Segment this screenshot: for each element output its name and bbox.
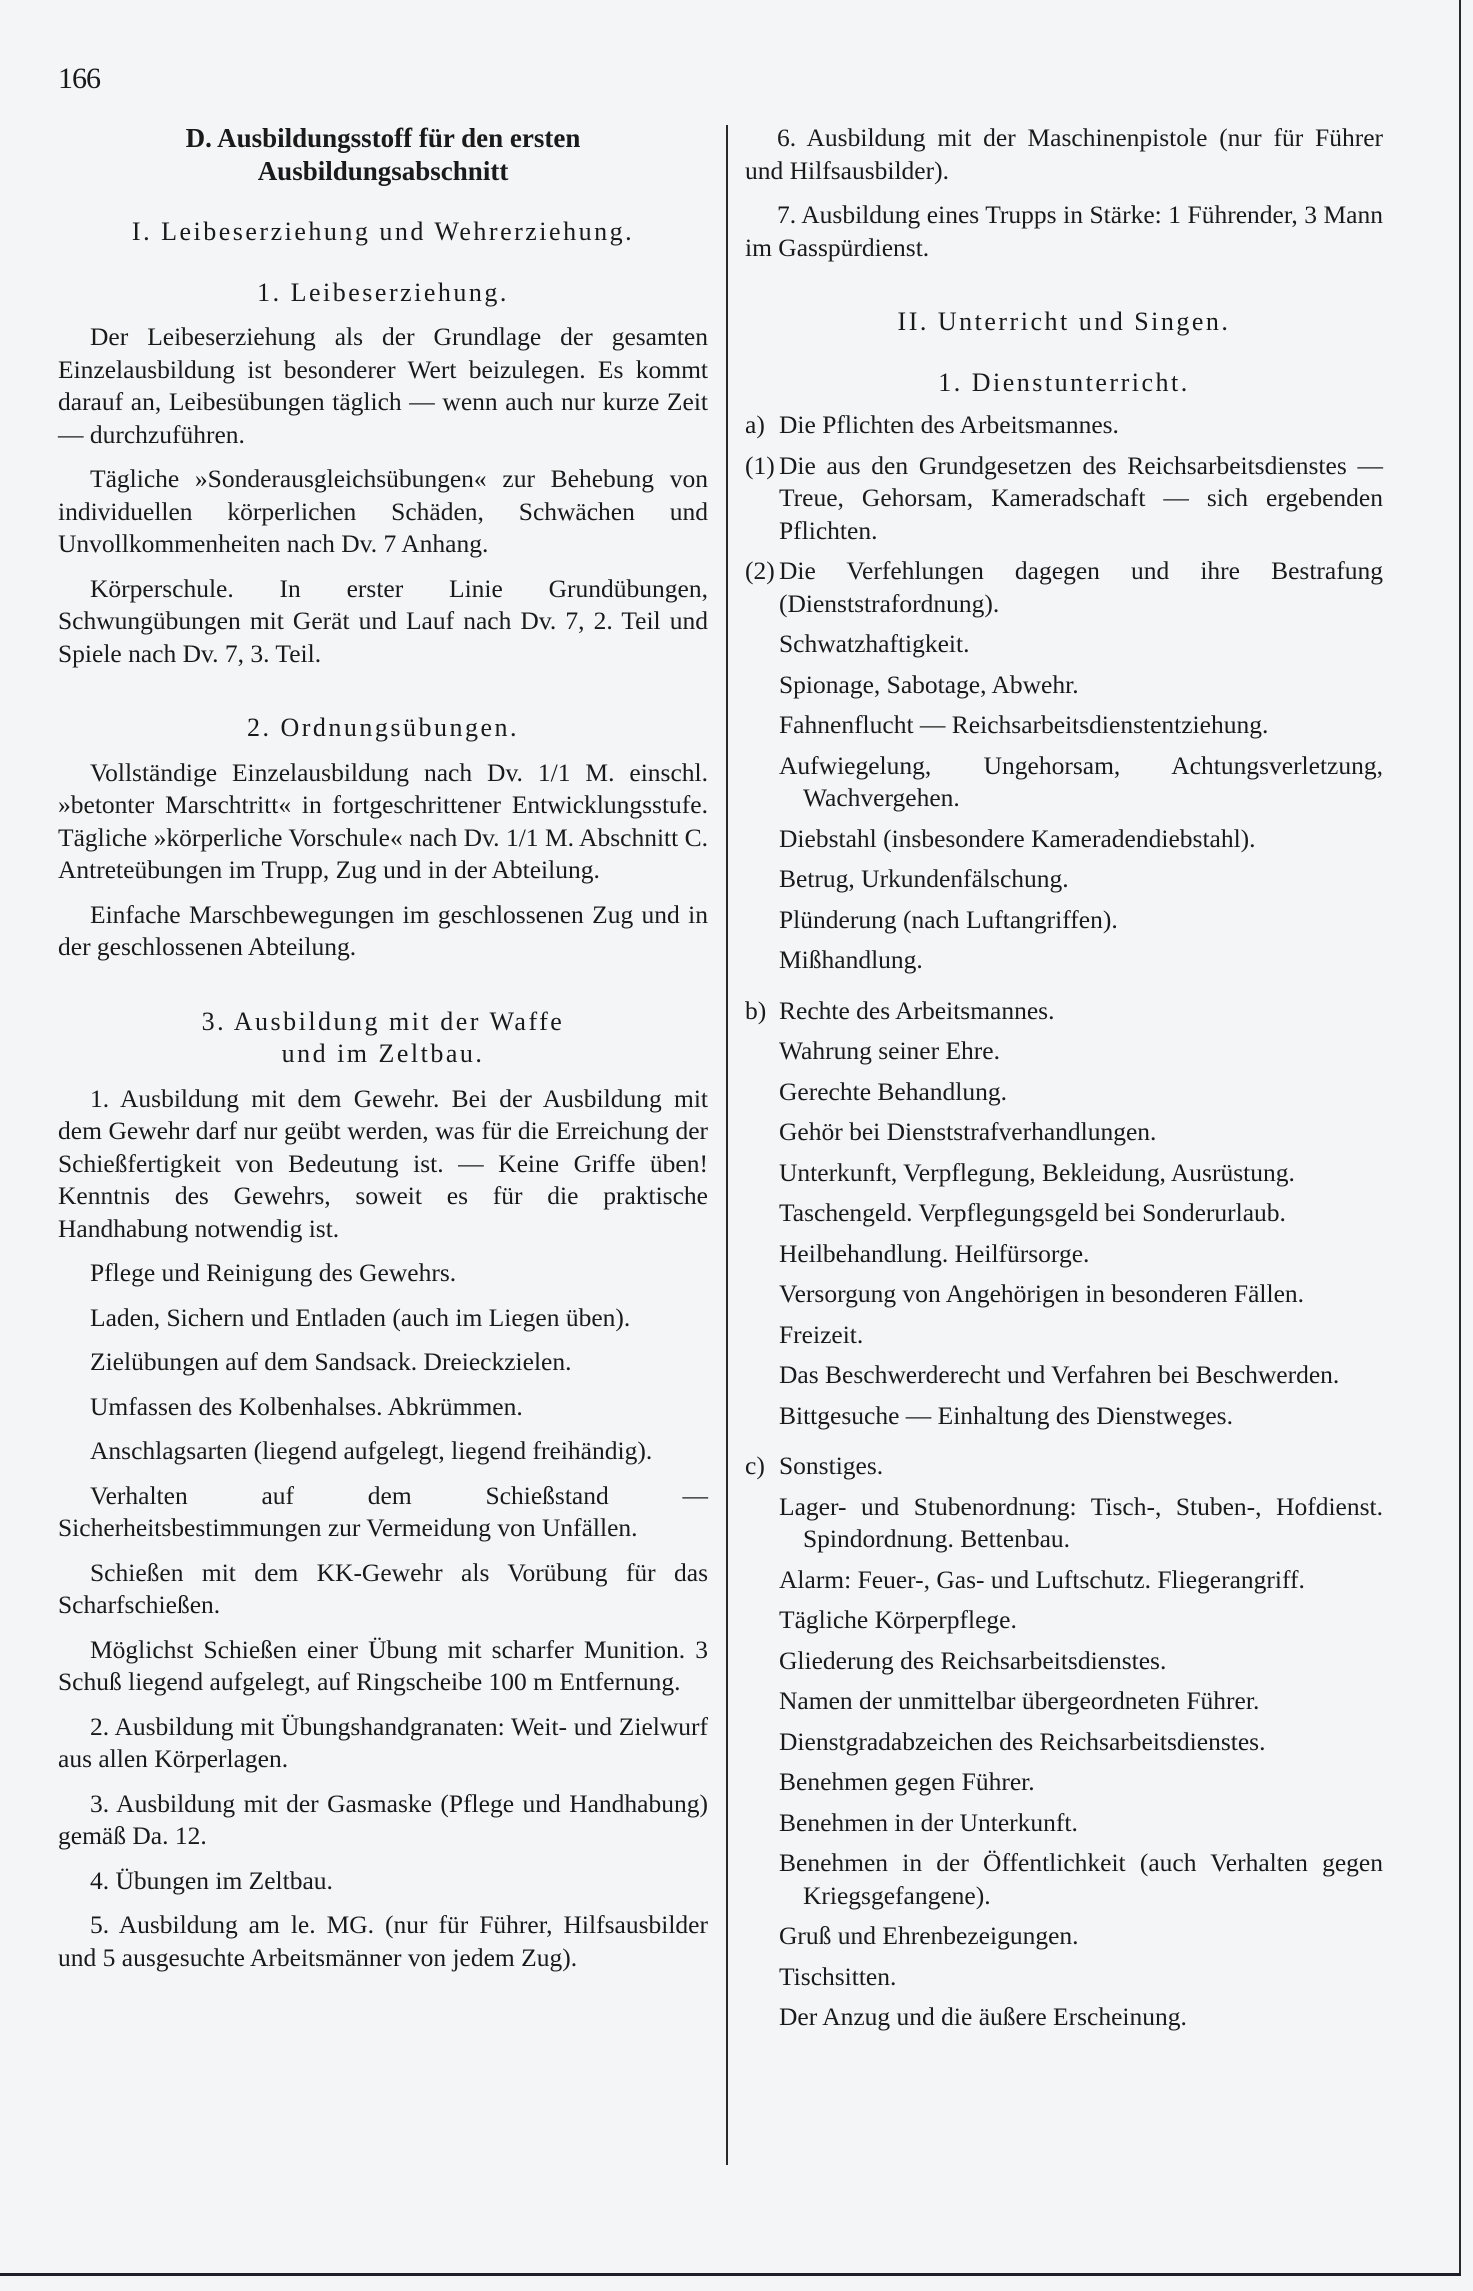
paragraph: Einfache Marschbewegungen im geschlossenen Zug und in der geschlossenen Abteilung.: [58, 899, 708, 961]
list-item: Der Anzug und die äußere Erscheinung.: [779, 2002, 1187, 2031]
subsection-heading-dienstunterricht: 1. Dienstunterricht.: [938, 367, 1190, 397]
list-section-title: Sonstiges.: [779, 1451, 884, 1480]
subsection-heading-ordnungsuebungen: 2. Ordnungsübungen.: [246, 713, 520, 742]
list-section-title: Die Pflichten des Arbeitsmannes.: [779, 410, 1119, 439]
paragraph: Körperschule. In erster Linie Grundübungen, Schwungübungen mit Gerät und Lauf nach Dv. 7, 2. Teil und Spiele nach Dv. 7, 3. Teil.: [58, 573, 708, 668]
paragraph: 7. Ausbildung eines Trupps in Stärke: 1 Führender, 3 Mann im Gasspürdienst.: [745, 200, 1383, 262]
list-section-title: Rechte des Arbeitsmannes.: [779, 995, 1055, 1025]
column-divider: [726, 125, 728, 2165]
page-frame-right: [1459, 0, 1461, 2275]
paragraph: Vollständige Einzelausbildung nach Dv. 1/1 M. einschl. »betonter Marschtritt« in fortgeschrittener Entwicklungsstufe. Tägliche »körperliche Vorschule« nach Dv. 1/1 M. Abschnitt C. Antreteübungen im Trupp, Zug und in der Abteilung.: [58, 757, 708, 884]
list-section-c: [745, 1450, 1383, 1483]
paragraph: Möglichst Schießen einer Übung mit scharfer Munition. 3 Schuß liegend aufgelegt, auf Ringscheibe 100 m Entfernung.: [58, 1634, 708, 1696]
subsection-heading-waffe-line1: 3. Ausbildung mit der Waffe: [201, 1006, 565, 1036]
chapter-title-line1: D. Ausbildungsstoff für den ersten: [185, 123, 581, 153]
list-item: Tischsitten.: [779, 1961, 897, 1991]
list-item: [745, 555, 1383, 620]
subsection-heading-leibeserziehung: 1. Leibeserziehung.: [257, 277, 509, 307]
paragraph: Der Leibeserziehung als der Grundlage der gesamten Einzelausbildung ist besonderer Wert beizulegen. Es kommt darauf an, Leibesübungen täglich — wenn auch nur kurze Zeit — durchzuführen.: [58, 322, 708, 449]
list-item: Gerechte Behandlung.: [779, 1076, 1007, 1106]
list-item: Namen der unmittelbar übergeordneten Führer.: [779, 1686, 1260, 1715]
list-item: Benehmen in der Unterkunft.: [779, 1807, 1078, 1837]
list-item: Mißhandlung.: [779, 945, 923, 974]
paragraph: Anschlagsarten (liegend aufgelegt, liegend freihändig).: [90, 1436, 653, 1465]
list-item: Gruß und Ehrenbezeigungen.: [779, 1921, 1079, 1950]
list-item: Benehmen gegen Führer.: [779, 1767, 1035, 1796]
page-frame-bottom: [0, 2273, 1461, 2276]
list-label: (2): [745, 556, 775, 585]
list-item: Tägliche Körperpflege.: [779, 1605, 1017, 1634]
list-label: a): [745, 410, 765, 439]
list-item: [745, 450, 1383, 548]
paragraph: 4. Übungen im Zeltbau.: [90, 1865, 333, 1895]
paragraph: Laden, Sichern und Entladen (auch im Liegen üben).: [90, 1302, 631, 1332]
list-item: Gliederung des Reichsarbeitsdienstes.: [779, 1645, 1167, 1675]
subsection-heading-waffe-line2: und im Zeltbau.: [281, 1039, 485, 1068]
list-item: Gehör bei Dienststrafverhandlungen.: [779, 1117, 1157, 1146]
list-item: Schwatzhaftigkeit.: [779, 629, 970, 658]
list-item: Benehmen in der Öffentlichkeit (auch Verhalten gegen Kriegsgefangene).: [779, 1848, 1383, 1910]
list-item: Alarm: Feuer-, Gas- und Luftschutz. Fliegerangriff.: [779, 1564, 1305, 1594]
section-heading-1: I. Leibeserziehung und Wehrerziehung.: [131, 217, 635, 246]
list-item: Heilbehandlung. Heilfürsorge.: [779, 1238, 1090, 1268]
paragraph: Verhalten auf dem Schießstand — Sicherheitsbestimmungen zur Vermeidung von Unfällen.: [58, 1480, 708, 1542]
list-item: Das Beschwerderecht und Verfahren bei Beschwerden.: [779, 1360, 1340, 1389]
list-item: Dienstgradabzeichen des Reichsarbeitsdienstes.: [779, 1726, 1266, 1756]
list-label: (1): [745, 450, 775, 480]
list-item: Lager- und Stubenordnung: Tisch-, Stuben-, Hofdienst. Spindordnung. Bettenbau.: [779, 1491, 1383, 1553]
list-item: Aufwiegelung, Ungehorsam, Achtungsverletzung, Wachvergehen.: [779, 750, 1383, 812]
paragraph: 1. Ausbildung mit dem Gewehr. Bei der Ausbildung mit dem Gewehr darf nur geübt werden, was für die Erreichung der Schießfertigkeit von Bedeutung ist. — Keine Griffe üben! Kenntnis des Gewehrs, soweit es für die praktische Handhabung notwendig ist.: [58, 1083, 708, 1243]
paragraph: 3. Ausbildung mit der Gasmaske (Pflege und Handhabung) gemäß Da. 12.: [58, 1788, 708, 1850]
paragraph: Zielübungen auf dem Sandsack. Dreieckzielen.: [90, 1347, 572, 1376]
page-number: 166: [58, 62, 100, 95]
list-item-text: Die aus den Grundgesetzen des Reichsarbeitsdienstes — Treue, Gehorsam, Kameradschaft — sich ergebenden Pflichten.: [779, 450, 1383, 545]
list-item: Unterkunft, Verpflegung, Bekleidung, Ausrüstung.: [779, 1157, 1295, 1187]
list-item: Diebstahl (insbesondere Kameradendiebstahl).: [779, 823, 1256, 853]
paragraph: Pflege und Reinigung des Gewehrs.: [90, 1258, 457, 1287]
right-column: [745, 122, 1383, 2034]
section-heading-2: II. Unterricht und Singen.: [897, 307, 1231, 336]
list-item: Taschengeld. Verpflegungsgeld bei Sonderurlaub.: [779, 1198, 1286, 1227]
paragraph: 2. Ausbildung mit Übungshandgranaten: Weit- und Zielwurf aus allen Körperlagen.: [58, 1711, 708, 1773]
list-item: Versorgung von Angehörigen in besonderen Fällen.: [779, 1279, 1305, 1308]
list-label: b): [745, 995, 767, 1025]
list-section-a: [745, 409, 1383, 442]
list-item: Fahnenflucht — Reichsarbeitsdienstentziehung.: [779, 710, 1269, 739]
list-item: Betrug, Urkundenfälschung.: [779, 864, 1069, 893]
list-item: Spionage, Sabotage, Abwehr.: [779, 669, 1079, 699]
list-item: Wahrung seiner Ehre.: [779, 1036, 1000, 1065]
chapter-title-line2: Ausbildungsabschnitt: [257, 156, 509, 186]
list-item: Plünderung (nach Luftangriffen).: [779, 904, 1118, 934]
paragraph: Tägliche »Sonderausgleichsübungen« zur Behebung von individuellen körperlichen Schäden, Schwächen und Unvollkommenheiten nach Dv. 7 Anhang.: [58, 464, 708, 558]
list-item: Freizeit.: [779, 1319, 864, 1349]
paragraph: Umfassen des Kolbenhalses. Abkrümmen.: [90, 1391, 523, 1421]
paragraph: 5. Ausbildung am le. MG. (nur für Führer, Hilfsausbilder und 5 ausgesuchte Arbeitsmänner von jedem Zug).: [58, 1910, 708, 1972]
list-section-b: [745, 995, 1383, 1028]
list-label: c): [745, 1451, 765, 1480]
paragraph: 6. Ausbildung mit der Maschinenpistole (nur für Führer und Hilfsausbilder).: [745, 123, 1383, 185]
paragraph: Schießen mit dem KK-Gewehr als Vorübung für das Scharfschießen.: [58, 1557, 708, 1619]
list-item-text: Die Verfehlungen dagegen und ihre Bestrafung (Dienststrafordnung).: [779, 556, 1383, 618]
list-item: Bittgesuche — Einhaltung des Dienstweges.: [779, 1400, 1233, 1430]
left-column: [58, 122, 708, 1974]
